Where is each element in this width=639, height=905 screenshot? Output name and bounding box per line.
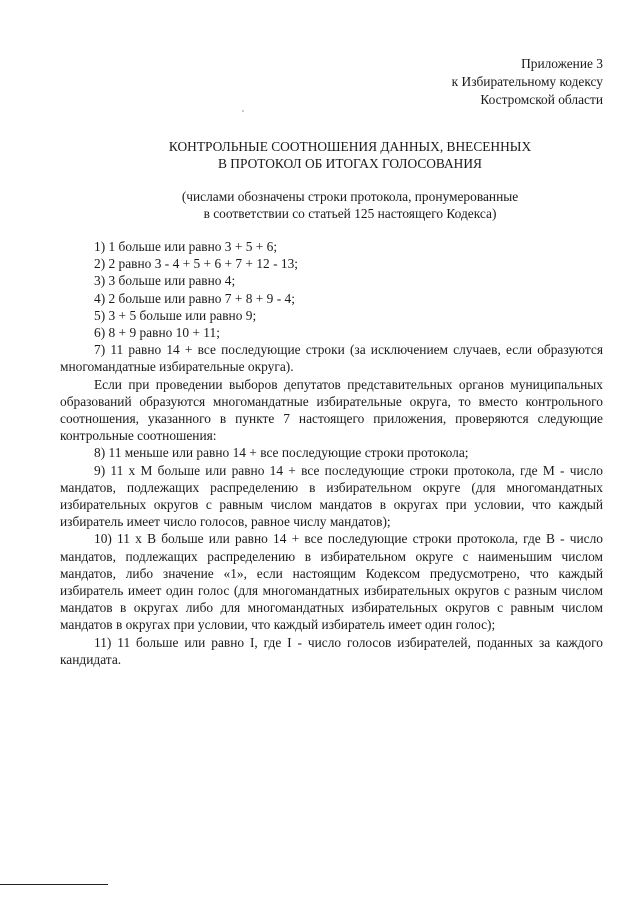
item-9: 9) 11 x M больше или равно 14 + все последующие строки протокола, где M - число мандатов, подлежащих распределению в избирательном округе (для многомандатных избирательных округов с равным числом мандатов в округах при условии, что каждый избиратель имеет число голосов, равное числу мандатов); xyxy=(60,462,603,530)
subtitle-line-1: (числами обозначены строки протокола, пронумерованные xyxy=(181,189,519,204)
item-10: 10) 11 x B больше или равно 14 + все последующие строки протокола, где B - число мандатов, подлежащих распределению в избирательном округе с наименьшим числом мандатов, либо значение «1», если настоящим Кодексом предусмотрено, что каждый избиратель имеет один голос (для многомандатных избирательных округов с разным числом мандатов в округах либо для многомандатных избирательных округов с равным числом мандатов в округах при условии, что каждый избиратель имеет один голос); xyxy=(60,531,603,633)
appendix-line-1: Приложение 3 xyxy=(521,56,603,71)
paragraph-multimandate: Если при проведении выборов депутатов представительных органов муниципальных образований образуются многомандатные избирательные округа, то вместо контрольного соотношения, указанного в пункте 7 настоящего приложения, проверяются следующие контрольные соотношения: xyxy=(60,376,603,444)
document-title xyxy=(60,138,639,172)
item-6: 6) 8 + 9 равно 10 + 11; xyxy=(94,325,220,341)
item-3: 3) 3 больше или равно 4; xyxy=(94,273,236,289)
item-5: 5) 3 + 5 больше или равно 9; xyxy=(94,307,257,323)
scan-speck xyxy=(242,110,244,112)
appendix-line-3: Костромской области xyxy=(480,92,603,107)
appendix-line-2: к Избирательному кодексу xyxy=(451,74,603,89)
footnote-separator xyxy=(0,884,108,885)
appendix-header xyxy=(343,55,603,109)
title-line-1: КОНТРОЛЬНЫЕ СООТНОШЕНИЯ ДАННЫХ, ВНЕСЕННЫХ xyxy=(168,139,532,154)
item-4: 4) 2 больше или равно 7 + 8 + 9 - 4; xyxy=(94,290,295,306)
item-8: 8) 11 меньше или равно 14 + все последующие строки протокола; xyxy=(94,445,469,461)
title-line-2: В ПРОТОКОЛ ОБ ИТОГАХ ГОЛОСОВАНИЯ xyxy=(218,156,482,171)
item-1: 1) 1 больше или равно 3 + 5 + 6; xyxy=(94,239,278,254)
document-body xyxy=(60,238,603,668)
document-subtitle xyxy=(60,188,639,222)
item-7: 7) 11 равно 14 + все последующие строки (за исключением случаев, если образуются многомандатные избирательные округа). xyxy=(60,342,603,375)
item-11: 11) 11 больше или равно I, где I - число голосов избирателей, поданных за каждого кандидата. xyxy=(60,634,603,667)
subtitle-line-2: в соответствии со статьей 125 настоящего Кодекса) xyxy=(203,206,497,221)
item-2: 2) 2 равно 3 - 4 + 5 + 6 + 7 + 12 - 13; xyxy=(94,256,298,272)
